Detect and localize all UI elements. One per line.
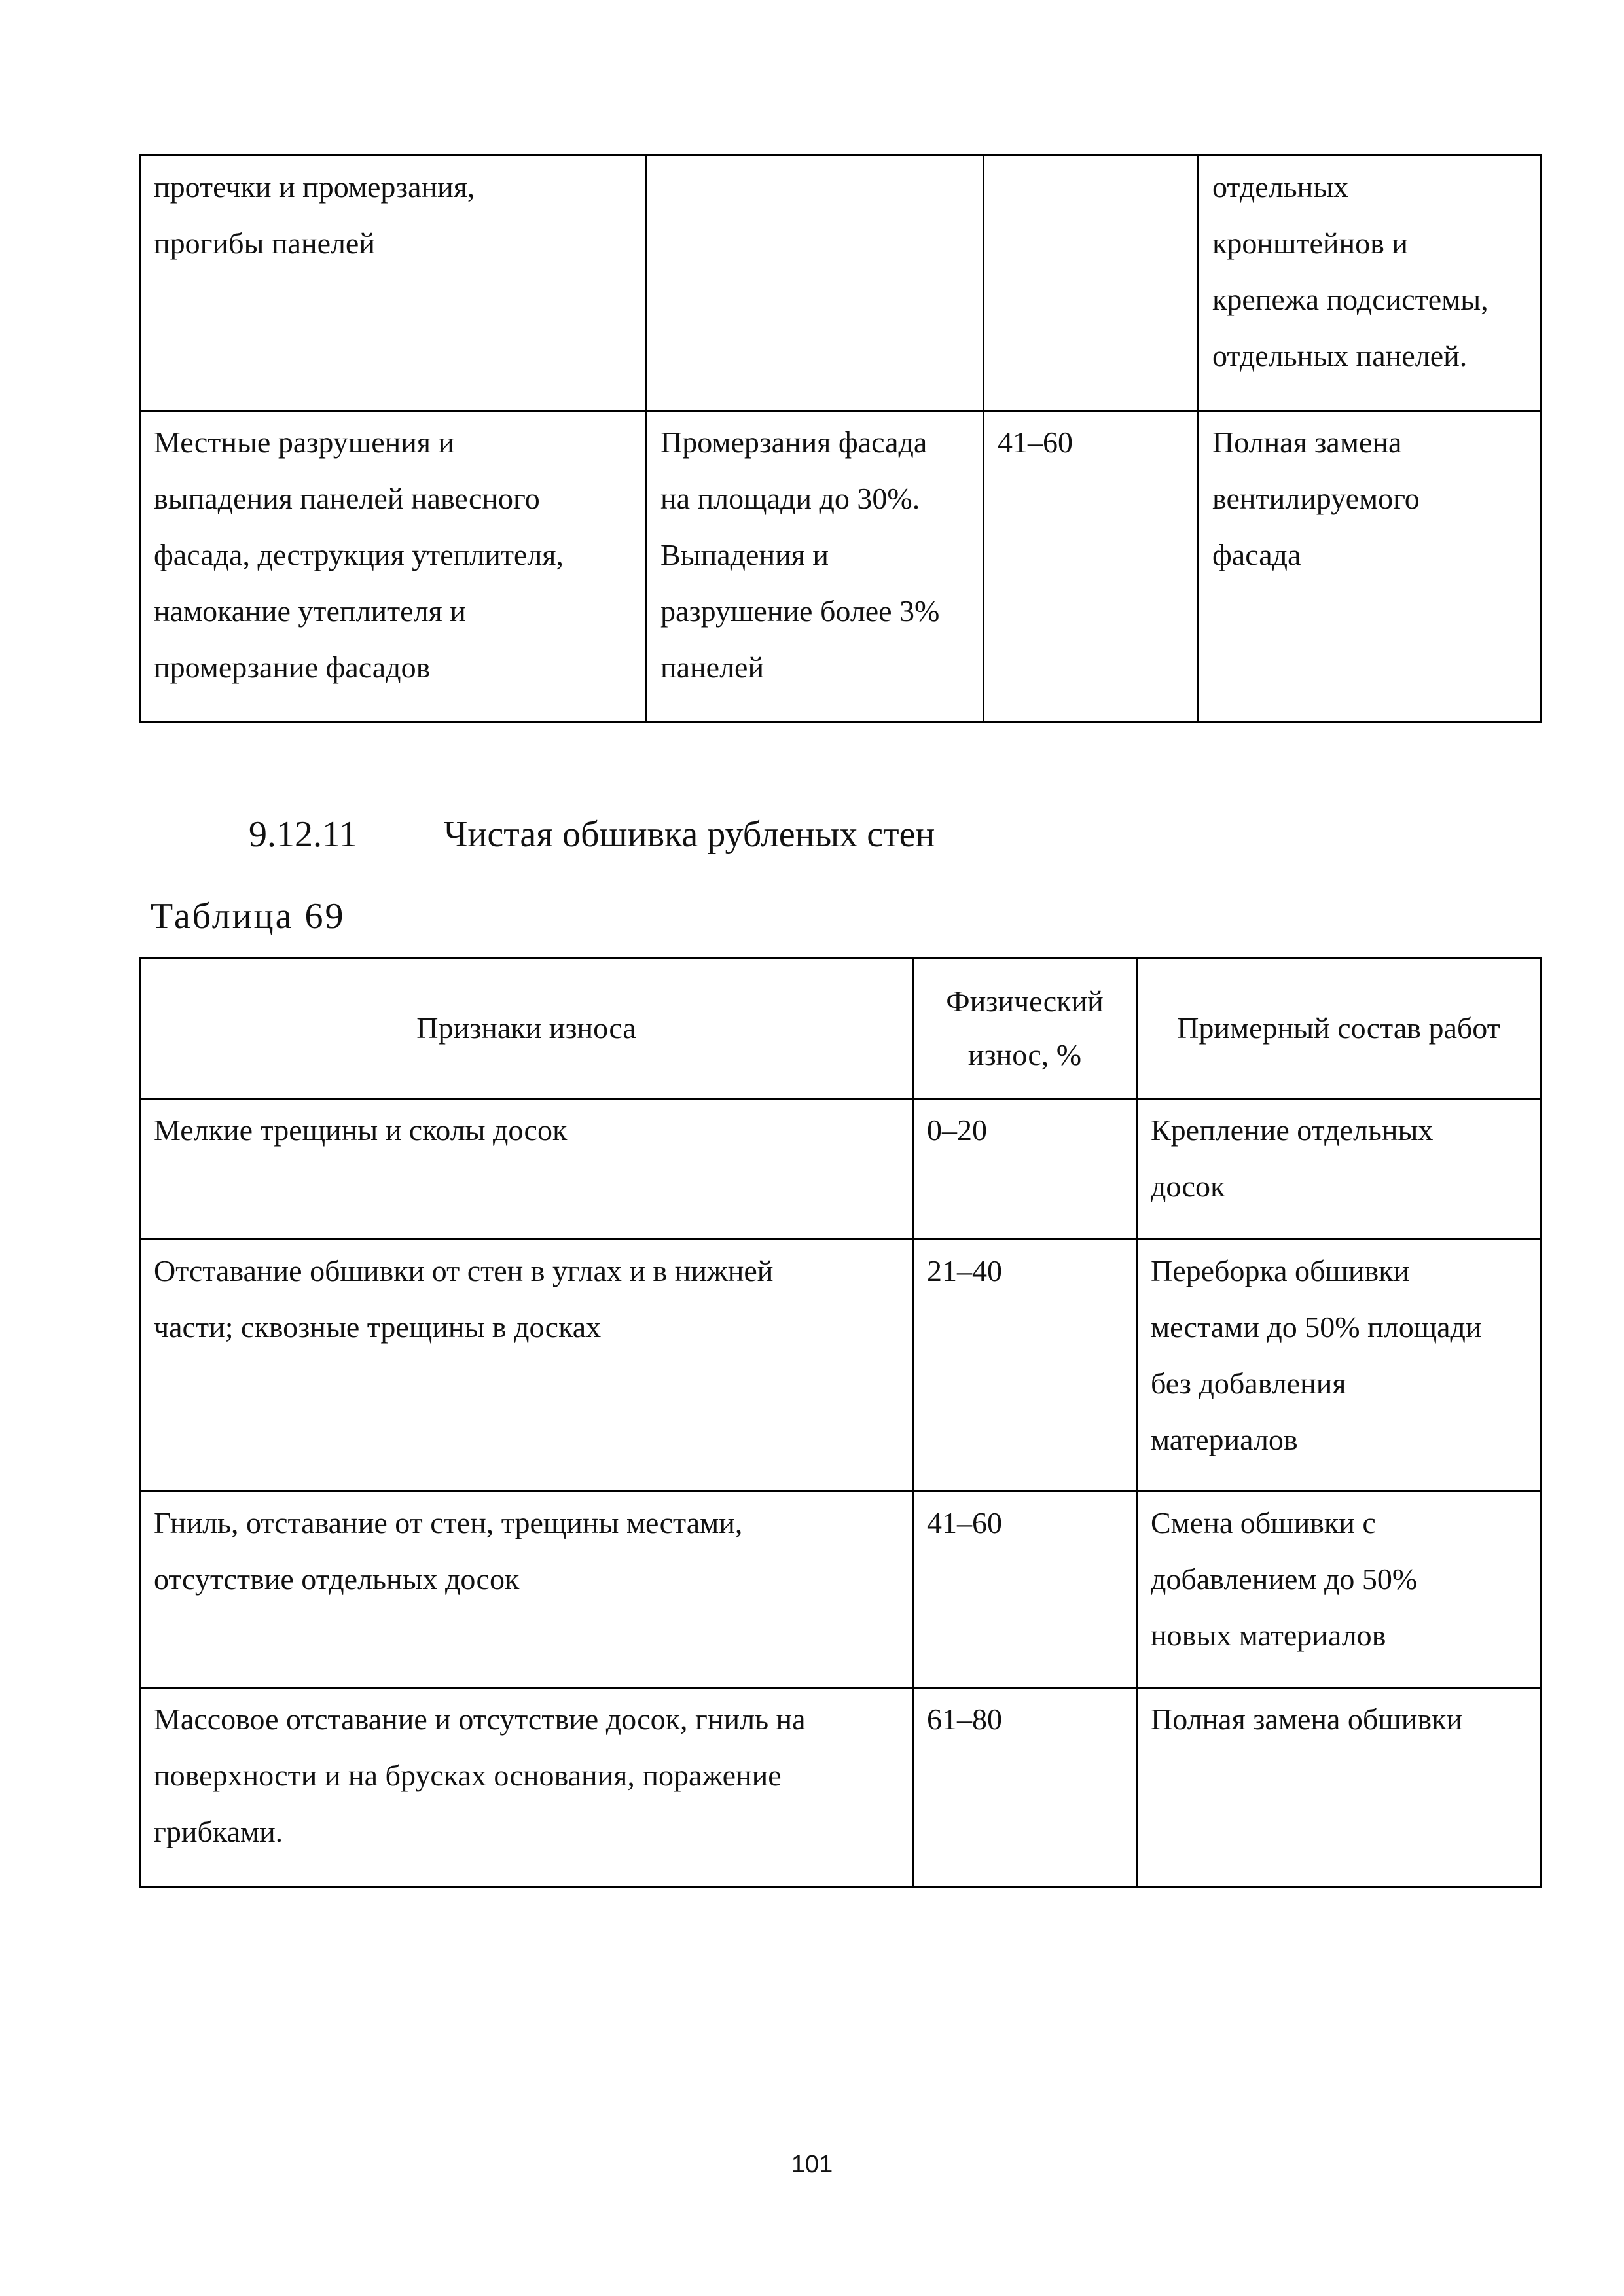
wear-percent-cell: 0–20	[913, 1099, 1137, 1240]
wear-percent-cell: 21–40	[913, 1240, 1137, 1492]
header-wear-signs: Признаки износа	[140, 958, 913, 1099]
section-heading	[249, 812, 935, 857]
section-title: Чистая обшивка рубленых стен	[444, 814, 935, 855]
wear-details-cell: Промерзания фасада на площади до 30%. Выпадения и разрушение более 3% панелей	[647, 411, 984, 722]
wear-details-cell	[647, 156, 984, 411]
wear-percent-cell	[984, 156, 1199, 411]
wear-percent-cell: 61–80	[913, 1688, 1137, 1888]
wear-signs-cell: Мелкие трещины и сколы досок	[140, 1099, 913, 1240]
table-header-row	[140, 958, 1541, 1099]
works-cell: отдельных кронштейнов и крепежа подсистемы, отдельных панелей.	[1199, 156, 1541, 411]
wear-signs-cell: Местные разрушения и выпадения панелей навесного фасада, деструкция утеплителя, намокание утеплителя и промерзание фасадов	[140, 411, 647, 722]
table-row	[140, 411, 1541, 722]
table-caption: Таблица 69	[151, 896, 346, 937]
works-cell: Смена обшивки с добавлением до 50% новых материалов	[1137, 1492, 1541, 1688]
table-row	[140, 1099, 1541, 1240]
section-number: 9.12.11	[249, 814, 357, 855]
page-number: 101	[791, 2151, 833, 2178]
wear-signs-cell: Гниль, отставание от стен, трещины местами, отсутствие отдельных досок	[140, 1492, 913, 1688]
wear-percent-cell: 41–60	[984, 411, 1199, 722]
table-row	[140, 156, 1541, 411]
table-row	[140, 1492, 1541, 1688]
table-69	[139, 957, 1542, 1888]
wear-signs-cell: протечки и промерзания, прогибы панелей	[140, 156, 647, 411]
works-cell: Переборка обшивки местами до 50% площади без добавления материалов	[1137, 1240, 1541, 1492]
previous-table-continuation	[139, 154, 1542, 723]
header-physical-wear: Физический износ, %	[913, 958, 1137, 1099]
wear-signs-cell: Отставание обшивки от стен в углах и в нижней части; сквозные трещины в досках	[140, 1240, 913, 1492]
table-row	[140, 1688, 1541, 1888]
works-cell: Полная замена обшивки	[1137, 1688, 1541, 1888]
works-cell: Крепление отдельных досок	[1137, 1099, 1541, 1240]
wear-signs-cell: Массовое отставание и отсутствие досок, гниль на поверхности и на брусках основания, поражение грибками.	[140, 1688, 913, 1888]
works-cell: Полная замена вентилируемого фасада	[1199, 411, 1541, 722]
header-works: Примерный состав работ	[1137, 958, 1541, 1099]
wear-percent-cell: 41–60	[913, 1492, 1137, 1688]
table-row	[140, 1240, 1541, 1492]
